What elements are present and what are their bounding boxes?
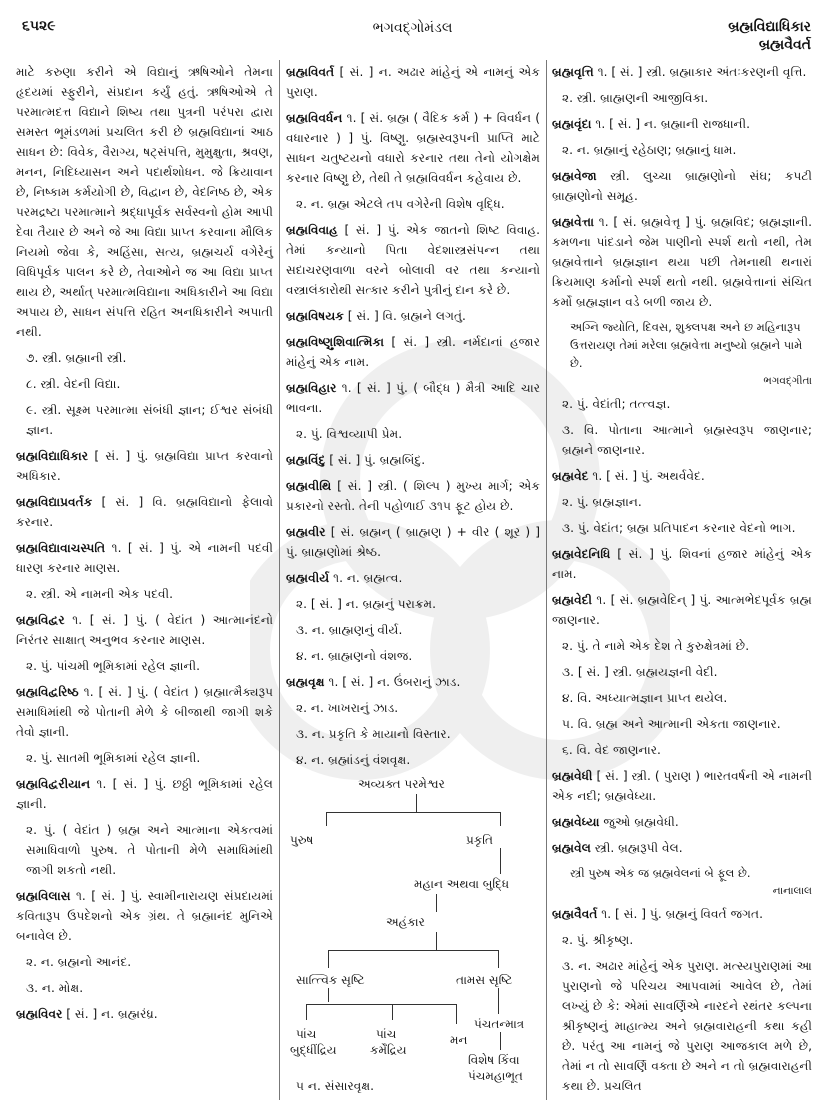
headword: બ્રહ્મવેદી bbox=[552, 593, 593, 607]
headword: બ્રહ્મવેધી bbox=[552, 769, 593, 783]
tree-node-tamas: તામસ સૃષ્ટિ bbox=[456, 973, 513, 987]
quote-source: ભગવદ્ગીતા bbox=[763, 375, 812, 387]
dictionary-entry bbox=[286, 378, 540, 418]
tree-connector-line bbox=[500, 848, 501, 874]
entry-sense: ૨. સ્ત્રી. બ્રાહ્મણની આજીવિકા. bbox=[562, 91, 709, 105]
prakriti-tree-diagram bbox=[286, 776, 540, 1083]
dictionary-entry bbox=[286, 332, 540, 372]
dictionary-entry bbox=[286, 476, 540, 516]
quote-source: નાનાલાલ bbox=[772, 885, 812, 897]
dictionary-entry bbox=[286, 220, 540, 300]
entry-sense: ૯. સ્ત્રી. સૂક્ષ્મ પરમાત્મા સંબંધી જ્ઞાન; ઈશ્વર સંબંધી જ્ઞાન. bbox=[26, 403, 273, 437]
entry-definition: [ સં. ] સ્ત્રી. નર્મદાનાં હજાર માંહેનું એક નામ. bbox=[286, 335, 540, 369]
headword: બ્રહ્મવૃક્ષ bbox=[286, 675, 325, 689]
entry-definition: સ્ત્રી. બ્રહ્મરૂપી વેલ. bbox=[590, 841, 683, 855]
entry-definition: [ સં. ] પું. એક જાતનો શિષ્ટ વિવાહ. તેમાં કન્યાનો પિતા વેદશાસ્ત્રસંપન્ન તથા સદાચરણવાળા વરને બોલાવી વર તથા કન્યાનો વસ્ત્રાલંકારોથી સત્કાર કરીને પુત્રીનું દાન કરે છે. bbox=[286, 223, 540, 297]
headword: બ્રહ્મવેદનિધિ bbox=[552, 547, 611, 561]
entry-sense: ૩. ન. બ્રાહ્મણનું વીર્ય. bbox=[296, 623, 403, 637]
tree-connector-line bbox=[392, 1004, 393, 1020]
tree-connector-line bbox=[436, 894, 437, 912]
headword: બ્રહ્મવૃત્તિ bbox=[552, 65, 594, 79]
headword: બ્રહ્મવીર્ય bbox=[286, 571, 330, 585]
dictionary-entry bbox=[286, 306, 540, 326]
tree-node-prakriti: પ્રકૃતિ bbox=[466, 833, 493, 847]
dictionary-entry bbox=[552, 212, 812, 312]
headword: બ્રહ્મવિષયક bbox=[286, 309, 344, 323]
entry-sense: ૩. ન. મોક્ષ. bbox=[26, 981, 84, 995]
headword: બ્રહ્મવીર bbox=[286, 525, 326, 539]
column-1 bbox=[16, 62, 273, 1030]
entry-definition: ૧. [ સં. બ્રહ્મવેદિન્ ] પું. આત્મભેદપૂર્વક બ્રહ્મ જાણનાર. bbox=[552, 593, 812, 627]
tree-node-purusha: પુરુષ bbox=[290, 833, 314, 847]
entry-definition: ૧. [ સં. ] ન. બ્રહ્માની રાજધાની. bbox=[591, 117, 750, 131]
dictionary-entry bbox=[286, 450, 540, 470]
entry-definition: સ્ત્રી. લુચ્ચા બ્રાહ્મણોનો સંઘ; કપટી બ્રાહ્મણોનો સમૂહ. bbox=[552, 169, 812, 203]
entry-definition: ૧. [ સં. ] પું. ( વેદાંત ) આત્માનંદનો નિરંતર સાક્ષાત્ અનુભવ કરનાર માણસ. bbox=[16, 613, 273, 647]
tree-connector-line bbox=[328, 950, 329, 968]
tree-connector-line bbox=[456, 1004, 457, 1024]
entry-definition: [ સં. ] પું. બ્રહ્મબિંદુ. bbox=[325, 453, 426, 467]
dictionary-entry bbox=[286, 108, 540, 188]
column-2 bbox=[286, 62, 540, 1102]
tree-node-ahankar: અહંકાર bbox=[386, 915, 425, 929]
tree-node-buddhi: બુદ્ધીંદ્રિય bbox=[290, 1043, 337, 1057]
entry-sense: ૨. પું. શ્રીકૃષ્ણ. bbox=[562, 933, 634, 947]
tree-node-sattvik: સાત્ત્વિક સૃષ્ટિ bbox=[296, 973, 365, 987]
headword: બ્રહ્મવિષ્ણુશિવાત્મિકા bbox=[286, 335, 385, 349]
entry-definition: [ સં. બ્રહ્મન્ ( બ્રાહ્મણ ) + વીર ( શૂર ) ] પું. બ્રાહ્મણોમાં શ્રેષ્ઠ. bbox=[286, 525, 540, 559]
entry-definition: [ સં. ] સ્ત્રી. ( પુરાણ ) ભારતવર્ષની એ નામની એક નદી; બ્રહ્મવેધ્યા. bbox=[552, 769, 812, 803]
entry-sense: ૩. વિ. પોતાના આત્માને બ્રહ્મસ્વરૂપ જાણનાર; બ્રહ્મને જાણનાર. bbox=[562, 423, 812, 457]
tree-connector-line bbox=[328, 988, 329, 1002]
headword: બ્રહ્મવિદ્વરિષ્ઠ bbox=[16, 685, 79, 699]
entry-definition: ૧. ન. બ્રહ્મત્વ. bbox=[329, 571, 403, 585]
entry-definition: ૧. [ સં. ] પું. ( વેદાંત ) બ્રહ્માત્મૈક્યરૂપ સમાધિમાંથી જે પોતાની મેળે કે બીજાથી જાગી શકે તેવો જ્ઞાની. bbox=[16, 685, 273, 739]
dictionary-entry bbox=[552, 114, 812, 134]
headword: બ્રહ્મવિદ્યાધિકાર bbox=[16, 449, 89, 463]
entry-sense: ૨. પું. સાતમી ભૂમિકામાં રહેલ જ્ઞાની. bbox=[26, 751, 201, 765]
guide-words bbox=[728, 18, 811, 54]
column-3 bbox=[552, 62, 812, 1102]
headword: બ્રહ્મવિવાહ bbox=[286, 223, 338, 237]
tree-connector-line bbox=[306, 1004, 307, 1020]
tree-connector-line bbox=[326, 812, 501, 813]
entry-sense: ૨. પું. બ્રહ્મજ્ઞાન. bbox=[562, 495, 642, 509]
entry-definition: ૧. [ સં. ] પું. એ નામની પદવી ધારણ કરનાર માણસ. bbox=[16, 541, 273, 575]
guide-word-last: બ્રહ્મવૈવર્ત bbox=[758, 37, 811, 53]
entry-definition: ૧. [ સં. બ્રહ્મ ( વૈદિક કર્મ ) + વિવર્ધન ( વધારનાર ) ] પું. વિષ્ણુ. બ્રહ્મસ્વરૂપની પ્રાપ્તિ માટે સાધન ચતુષ્ટયનો વધારો કરનાર તથા તેનો યોગક્ષેમ કરનાર વિષ્ણુ છે, તેથી તે બ્રહ્મવિવર્ધન કહેવાય છે. bbox=[286, 111, 540, 185]
dictionary-entry bbox=[16, 1004, 273, 1024]
entry-sense: ૨. સ્ત્રી. એ નામની એક પદવી. bbox=[26, 587, 173, 601]
entry-sense: ૨. પું. તે નામે એક દેશ તે કુરુક્ષેત્રમાં છે. bbox=[562, 639, 750, 653]
headword: બ્રહ્મવિલાસ bbox=[16, 889, 71, 903]
entry-definition: ૧. [ સં. ] પું. ( બૌદ્ધ ) મૈત્રી આદિ ચાર ભાવના. bbox=[286, 381, 540, 415]
entry-sense: ૨. ન. ખાખરાનું ઝાડ. bbox=[296, 701, 399, 715]
tree-connector-line bbox=[436, 932, 437, 950]
page-number: ૬૫૨૯ bbox=[22, 18, 56, 34]
dictionary-entry bbox=[16, 774, 273, 814]
entry-definition: ૧. [ સં. ] પું. છઠ્ઠી ભૂમિકામાં રહેલ જ્ઞાની. bbox=[16, 777, 273, 811]
tree-connector-line bbox=[500, 812, 501, 826]
tree-node-vishesh: પંચમહાભૂત bbox=[468, 1069, 523, 1083]
headword: બ્રહ્મવેત્તા bbox=[552, 215, 595, 229]
entry-sense: ૭. સ્ત્રી. બ્રહ્માની સ્ત્રી. bbox=[26, 351, 127, 365]
entry-sense: ૫ ન. સંસારવૃક્ષ. bbox=[296, 1079, 375, 1093]
entry-definition: જુઓ બ્રહ્મવેધી. bbox=[599, 815, 679, 829]
tree-node-vishesh: વિશેષ કિંવા bbox=[468, 1053, 520, 1067]
dictionary-entry bbox=[552, 544, 812, 584]
entry-definition: [ સં. ] વિ. બ્રહ્મવિદ્યાનો ફેલાવો કરનાર. bbox=[16, 495, 273, 529]
quote-text: સ્ત્રી પુરુષ એક જ બ્રહ્મવેલનાં બે ફૂલ છે. bbox=[570, 866, 751, 880]
entry-sense: ૨. ન. બ્રહ્મ એટલે તપ વગેરેની વિશેષ વૃદ્ધિ. bbox=[296, 197, 505, 211]
entry-sense: ૨. ન. બ્રહ્મનો આનંદ. bbox=[26, 955, 132, 969]
headword: બ્રહ્મવિવર્ધન bbox=[286, 111, 343, 125]
dictionary-entry bbox=[552, 590, 812, 630]
entry-sense: ૨. પું. વિશ્વવ્યાપી પ્રેમ. bbox=[296, 427, 403, 441]
tree-node-mahan: મહાન અથવા બુદ્ધિ bbox=[414, 877, 510, 891]
column-divider bbox=[279, 60, 280, 1100]
tree-node-root: અવ્યક્ત પરમેશ્વર bbox=[358, 777, 445, 791]
tree-node-karma: કર્મેંદ્રિય bbox=[370, 1043, 407, 1057]
headword: બ્રહ્મવીથિ bbox=[286, 479, 332, 493]
entry-definition: [ સં. ] સ્ત્રી. ( શિલ્પ ) મુખ્ય માર્ગ; એક પ્રકારનો રસ્તો. તેની પહોળાઈ ૩૧૫ ફૂટ હોય છે. bbox=[286, 479, 540, 513]
tree-connector-line bbox=[306, 1004, 456, 1005]
entry-sense: ૪. ન. બ્રાહ્મણનો વંશજ. bbox=[296, 649, 413, 663]
entry-sense: ૨. ન. બ્રહ્માનું રહેઠાણ; બ્રહ્માનું ધામ. bbox=[562, 143, 737, 157]
tree-node-buddhi: પાંચ bbox=[296, 1027, 317, 1041]
dictionary-entry bbox=[552, 166, 812, 206]
citation-quote bbox=[570, 318, 812, 390]
dictionary-entry bbox=[286, 62, 540, 102]
dictionary-entry bbox=[552, 812, 812, 832]
tree-node-man: મન bbox=[450, 1033, 468, 1047]
dictionary-entry bbox=[286, 672, 540, 692]
tree-connector-line bbox=[500, 1032, 501, 1050]
entry-sense: ૮. સ્ત્રી. વેદની વિદ્યા. bbox=[26, 377, 121, 391]
entry-definition: ૧. [ સં. ] પું. અથર્વવેદ. bbox=[588, 469, 705, 483]
dictionary-entry bbox=[552, 838, 812, 858]
dictionary-entry bbox=[16, 886, 273, 946]
citation-quote bbox=[570, 864, 812, 900]
headword: બ્રહ્મવેદ bbox=[552, 469, 589, 483]
headword: બ્રહ્મવિદ્વરીયાન bbox=[16, 777, 91, 791]
tree-connector-line bbox=[498, 950, 499, 968]
entry-sense: ૪. વિ. અધ્યાત્મજ્ઞાન પ્રાપ્ત થયેલ. bbox=[562, 691, 728, 705]
entry-sense: ૩. પું. વેદાંત; બ્રહ્મ પ્રતિપાદન કરનાર વેદનો ભાગ. bbox=[562, 521, 796, 535]
tree-node-tanmatra: પંચતન્માત્ર bbox=[474, 1017, 525, 1031]
headword: બ્રહ્મવિવર bbox=[16, 1007, 63, 1021]
entry-sense: ૨. [ સં. ] ન. બ્રહ્મનું પરાક્રમ. bbox=[296, 597, 436, 611]
page-header bbox=[0, 16, 825, 56]
entry-sense: ૨. પું. વેદાંતી; તત્ત્વજ્ઞ. bbox=[562, 397, 671, 411]
dictionary-entry bbox=[552, 62, 812, 82]
entry-definition: [ સં. ] ન. બ્રહ્મરંધ્ર. bbox=[62, 1007, 158, 1021]
headword: બ્રહ્મવેલ bbox=[552, 841, 591, 855]
tree-connector-line bbox=[416, 794, 417, 812]
tree-connector-line bbox=[328, 950, 498, 951]
dictionary-entry bbox=[552, 466, 812, 486]
entry-sense: ૫. વિ. બ્રહ્મ અને આત્માની એકતા જાણનાર. bbox=[562, 717, 781, 731]
tree-connector-line bbox=[498, 988, 499, 1014]
dictionary-entry bbox=[16, 538, 273, 578]
entry-sense: ૩. ન. અઢાર માંહેનું એક પુરાણ. મત્સ્યપુરાણમાં આ પુરાણનો જે પરિચય આપવામાં આવેલ છે, તેમાં લખ્યું છે કે: એમાં સાવર્ણિએ નારદને રથંતર કલ્પના શ્રીકૃષ્ણનું માહાત્મ્ય અને બ્રહ્મવારાહની કથા કહી છે. પરંતુ આ નામનું જે પુરાણ આજકાલ મળે છે, તેમાં ન તો સાવર્ણિ વક્તા છે અને ન તો બ્રહ્મવારાહની કથા છે. પ્રચલિત bbox=[562, 959, 812, 1093]
tree-connector-line bbox=[326, 812, 327, 826]
entry-definition: ૧. [ સં. બ્રહ્મવેત્તૃ ] પું. બ્રહ્મવિદ; બ્રહ્મજ્ઞાની. કમળના પાંદડાને જેમ પાણીનો સ્પર્શ થતો નથી, તેમ બ્રહ્મવેત્તાને બ્રહ્મજ્ઞાન થયા પછી તેમનાથી થનારાં ક્રિયમાણ કર્માનો સ્પર્શ થતો નથી. બ્રહ્મવેત્તાનાં સંચિત કર્મો બ્રહ્મજ્ઞાન વડે બળી જાય છે. bbox=[552, 215, 812, 309]
column-divider bbox=[546, 60, 547, 1100]
headword: બ્રહ્મવૃંદા bbox=[552, 117, 592, 131]
entry-sense: ૨. પું. ( વેદાંત ) બ્રહ્મ અને આત્માના એકત્વમાં સમાધિવાળો પુરુષ. તે પોતાની મેળે સમાધિમાંથી જાગી શકતો નથી. bbox=[26, 823, 273, 877]
dictionary-entry bbox=[16, 682, 273, 742]
entry-definition: ૧. [ સં. ] પું. સ્વામીનારાયણ સંપ્રદાયમાં કવિતારૂપ ઉપદેશનો એક ગ્રંથ. તે બ્રહ્માનંદ મુનિએ બનાવેલ છે. bbox=[16, 889, 273, 943]
book-title: ભગવદ્ગોમંડલ bbox=[372, 20, 453, 36]
headword: બ્રહ્મવિહાર bbox=[286, 381, 337, 395]
entry-sense: ૩. [ સં. ] સ્ત્રી. બ્રહ્મયજ્ઞની વેદી. bbox=[562, 665, 718, 679]
entry-sense: ૨. પું. પાંચમી ભૂમિકામાં રહેલ જ્ઞાની. bbox=[26, 659, 200, 673]
guide-word-first: બ્રહ્મવિદ્યાધિકાર bbox=[728, 19, 811, 35]
headword: બ્રહ્મવેજા bbox=[552, 169, 597, 183]
dictionary-entry bbox=[286, 522, 540, 562]
headword: બ્રહ્મવિવર્ત bbox=[286, 65, 335, 79]
headword: બ્રહ્મવિદ્યાવાચસ્પતિ bbox=[16, 541, 106, 555]
entry-sense: ૪. ન. બ્રહ્માંડનું વંશવૃક્ષ. bbox=[296, 753, 411, 767]
entry-sense: ૩. ન. પ્રકૃતિ કે માયાનો વિસ્તાર. bbox=[296, 727, 451, 741]
dictionary-entry bbox=[552, 766, 812, 806]
entry-definition: ૧. [ સં. ] સ્ત્રી. બ્રહ્માકાર અંતઃકરણની વૃત્તિ. bbox=[593, 65, 807, 79]
entry-definition: [ સં. ] પું. શિવનાં હજાર માંહેનું એક નામ. bbox=[552, 547, 812, 581]
entry-definition: [ સં. ] વિ. બ્રહ્મને લગતું. bbox=[343, 309, 466, 323]
tree-node-karma: પાંચ bbox=[376, 1027, 397, 1041]
entry-definition: [ સં. ] પું. બ્રહ્મવિદ્યા પ્રાપ્ત કરવાનો અધિકાર. bbox=[16, 449, 273, 483]
headword: બ્રહ્મવિંદુ bbox=[286, 453, 326, 467]
headword: બ્રહ્મવિદ્યાપ્રવર્તક bbox=[16, 495, 93, 509]
entry-definition: [ સં. ] ન. અઢાર માંહેનું એ નામનું એક પુરાણ. bbox=[286, 65, 540, 99]
entry-definition: ૧. [ સં. ] પું. બ્રહ્મનું વિવર્ત જગત. bbox=[597, 907, 763, 921]
quote-text: અગ્નિ જ્યોતિ, દિવસ, શુક્લપક્ષ અને છ મહિનારૂપ ઉત્તરાયણ તેમાં મરેલા બ્રહ્મવેત્તા મનુષ્યો બ્રહ્મને પામે છે. bbox=[570, 320, 803, 370]
dictionary-entry bbox=[16, 492, 273, 532]
continued-definition: માટે કરુણા કરીને એ વિદ્યાનું ઋષિઓને તેમના હૃદયમાં સ્ફુરીને, સંપ્રદાન કર્યું હતું. ઋષિઓએ તે પરમાત્મદત્ત વિદ્યાને શિષ્ય તથા પુત્રની પરંપરા દ્વારા સમસ્ત ભૂમંડળમાં પ્રચલિત કરી છે બ્રહ્મવિદ્યાનાં આઠ સાધન છે: વિવેક, વૈરાગ્ય, ષટ્સંપત્તિ, મુમુક્ષુતા, શ્રવણ, મનન, નિદિધ્યાસન અને પદાર્થશોધન. જે ક્રિયાવાન છે, નિષ્કામ કર્મયોગી છે, વિદ્વાન છે, વેદનિષ્ઠ છે, એક પરમદ્રષ્ટા પરમાત્માને શ્રદ્ધાપૂર્વક સર્વસ્વનો હોમ આપી દેવા તૈયાર છે અને જે આ વિદ્યા પ્રાપ્ત કરવાના મૌલિક નિયમો જેવા કે, અહિંસા, સત્ય, બ્રહ્મચર્ય વગેરેનું વિધિપૂર્વક પાલન કરે છે, તેવાઓને જ આ વિદ્યા પ્રાપ્ત થાય છે, અર્થાત્ પરમાત્મવિદ્યાના અધિકારીને આ વિદ્યા અપાય છે, સાધન સંપત્તિ રહિત અનધિકારીને અપાતી નથી. bbox=[16, 65, 273, 339]
headword: બ્રહ્મવેધ્યા bbox=[552, 815, 600, 829]
entry-sense: ૬. વિ. વેદ જાણનાર. bbox=[562, 743, 661, 757]
headword: બ્રહ્મવૈવર્ત bbox=[552, 907, 598, 921]
dictionary-entry bbox=[286, 568, 540, 588]
dictionary-entry bbox=[16, 446, 273, 486]
headword: બ્રહ્મવિદ્વર bbox=[16, 613, 65, 627]
dictionary-entry bbox=[16, 610, 273, 650]
entry-definition: ૧. [ સં. ] ન. ઉંબરાનું ઝાડ. bbox=[324, 675, 461, 689]
dictionary-entry bbox=[552, 904, 812, 924]
